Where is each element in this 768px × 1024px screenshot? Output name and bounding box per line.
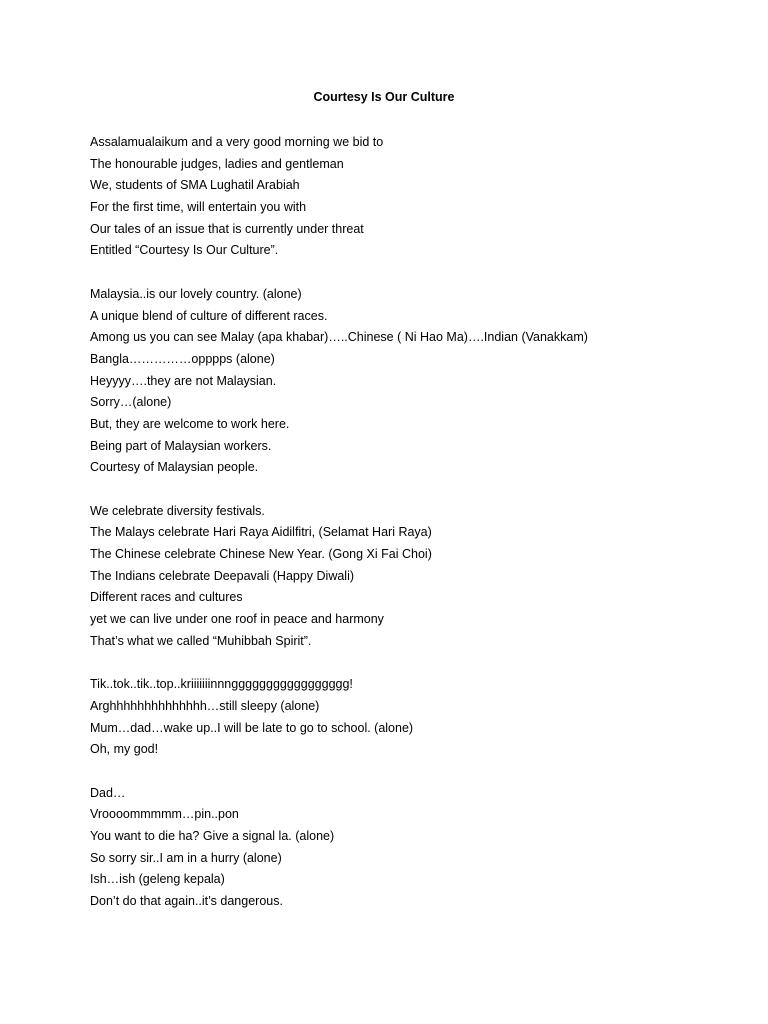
text-line: For the first time, will entertain you with	[90, 200, 307, 215]
text-line: The Indians celebrate Deepavali (Happy Diwali)	[90, 568, 355, 583]
text-line: But, they are welcome to work here.	[90, 416, 290, 431]
text-line: We, students of SMA Lughatil Arabiah	[90, 178, 300, 193]
text-line: Malaysia..is our lovely country. (alone)	[90, 286, 302, 301]
text-line: Our tales of an issue that is currently under threat	[90, 221, 364, 236]
text-line: Entitled “Courtesy Is Our Culture”.	[90, 243, 279, 258]
document-title: Courtesy Is Our Culture	[313, 90, 455, 104]
text-line: You want to die ha? Give a signal la. (alone)	[90, 829, 335, 843]
text-line: We celebrate diversity festivals.	[90, 503, 265, 518]
text-line: Vroooommmmm…pin..pon	[90, 807, 239, 822]
stanza-3	[90, 501, 730, 653]
stanza-5	[90, 783, 730, 913]
text-line: The Chinese celebrate Chinese New Year. (Gong Xi Fai Choi)	[90, 547, 432, 562]
text-line: Among us you can see Malay (apa khabar)…..Chinese ( Ni Hao Ma)….Indian (Vanakkam)	[90, 330, 588, 345]
text-line: Arghhhhhhhhhhhhhh…still sleepy (alone)	[90, 698, 320, 713]
stanza-4	[90, 674, 730, 761]
stanza-1	[90, 132, 730, 262]
stanza-2	[90, 284, 730, 479]
text-line: Being part of Malaysian workers.	[90, 438, 272, 453]
document-body	[90, 132, 730, 934]
text-line: The honourable judges, ladies and gentleman	[90, 156, 344, 171]
text-line: That’s what we called “Muhibbah Spirit”.	[90, 633, 312, 648]
text-line: Oh, my god!	[90, 742, 159, 757]
text-line: Don’t do that again..it’s dangerous.	[90, 894, 283, 909]
text-line: Ish…ish (geleng kepala)	[90, 872, 225, 887]
text-line: Dad…	[90, 785, 126, 800]
text-line: Mum…dad…wake up..I will be late to go to school. (alone)	[90, 720, 414, 735]
text-line: A unique blend of culture of different races.	[90, 308, 328, 323]
text-line: Sorry…(alone)	[90, 395, 172, 410]
text-line: Assalamualaikum and a very good morning we bid to	[90, 135, 384, 149]
text-line: The Malays celebrate Hari Raya Aidilfitri, (Selamat Hari Raya)	[90, 525, 432, 540]
text-line: Courtesy of Malaysian people.	[90, 460, 259, 475]
text-line: yet we can live under one roof in peace and harmony	[90, 612, 384, 627]
text-line: Heyyyy….they are not Malaysian.	[90, 373, 277, 388]
text-line: Tik..tok..tik..top..kriiiiiiinnnggggggggggggggggg!	[90, 677, 353, 692]
text-line: Different races and cultures	[90, 590, 243, 605]
text-line: So sorry sir..I am in a hurry (alone)	[90, 850, 282, 865]
text-line: Bangla……………opppps (alone)	[90, 351, 275, 366]
